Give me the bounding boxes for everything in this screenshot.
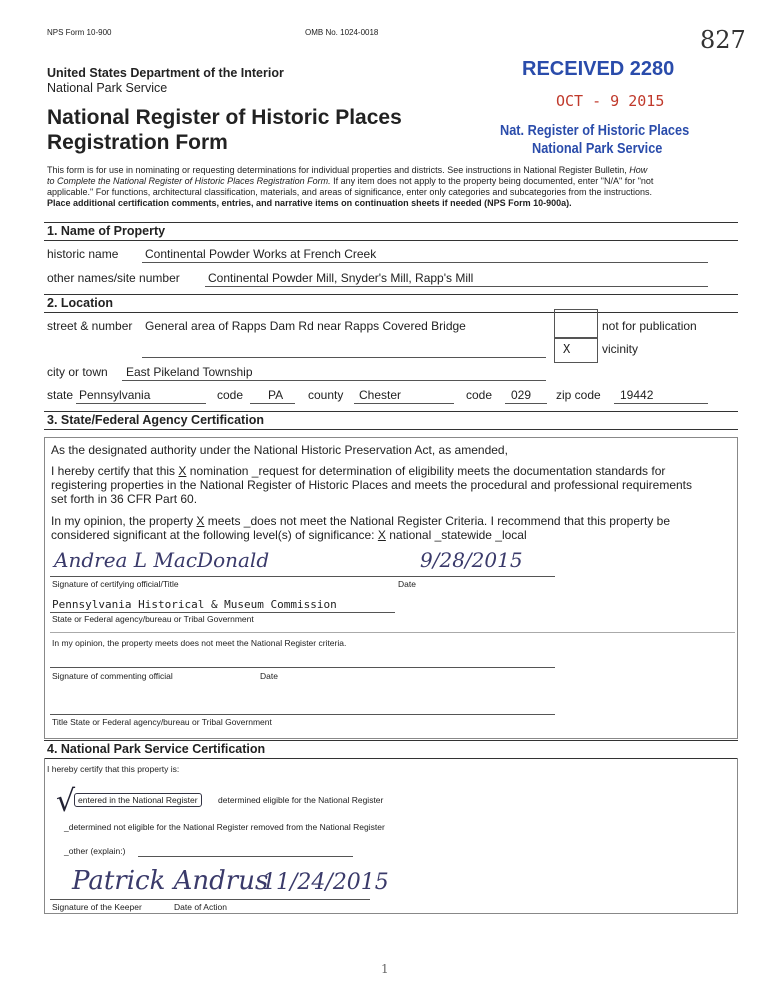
page-number: 1 (381, 962, 389, 976)
vicinity-checkbox[interactable] (554, 337, 598, 363)
county-code-value: 029 (511, 388, 532, 402)
omb-number: OMB No. 1024-0018 (305, 28, 379, 37)
comment-signature-label: Signature of commenting official (52, 671, 173, 681)
cert-p3-line1: In my opinion, the property X meets _does not meet the National Register Criteria. I recommend that this property be (51, 514, 671, 528)
other-names-label: other names/site number (47, 271, 180, 285)
street-line (142, 357, 546, 358)
agency-line (50, 612, 395, 613)
keeper-signature: Patrick Andrus (72, 866, 269, 896)
stamp-line1: Nat. Register of Historic Places (500, 122, 690, 139)
county-line (354, 403, 454, 404)
date-label: Date (398, 579, 416, 589)
cert-p2-line2: registering properties in the National Register of Historic Places and meets the procedural and professional requirements (51, 478, 692, 492)
service: National Park Service (47, 81, 168, 95)
comment-title-line (50, 714, 555, 715)
historic-name-label: historic name (47, 247, 119, 261)
agency-value: Pennsylvania Historical & Museum Commission (52, 598, 337, 611)
section-4-header: 4. National Park Service Certification (44, 740, 738, 759)
opinion-2: In my opinion, the property meets does not meet the National Register criteria. (52, 638, 347, 648)
received-date-stamp: OCT - 9 2015 (556, 92, 665, 110)
state-value: Pennsylvania (79, 388, 151, 402)
cert-divider (50, 632, 735, 633)
determined-eligible-option[interactable]: determined eligible for the National Register (218, 795, 384, 805)
zip-line (614, 403, 708, 404)
certifying-signature: Andrea L MacDonald (54, 548, 270, 572)
not-for-publication-checkbox[interactable] (554, 309, 598, 339)
street-value: General area of Rapps Dam Rd near Rapps Covered Bridge (145, 319, 466, 333)
historic-name-value: Continental Powder Works at French Creek (145, 247, 377, 261)
keeper-label: Signature of the Keeper (52, 902, 142, 912)
comment-title-label: Title State or Federal agency/bureau or Tribal Government (52, 717, 272, 727)
section-1-header: 1. Name of Property (44, 222, 738, 241)
page-title: National Register of Historic Places (47, 106, 402, 129)
section-2-header: 2. Location (44, 294, 738, 313)
cert-p2-line1: I hereby certify that this X nomination _request for determination of eligibility meets the documentation standards for (51, 464, 666, 478)
other-option[interactable]: _other (explain:) (64, 846, 126, 856)
section-3-header: 3. State/Federal Agency Certification (44, 411, 738, 430)
street-label: street & number (47, 319, 133, 333)
intro-line2: to Complete the National Register of Historic Places Registration Form. If any item does not apply to the property being documented, enter "N/A" for "not (47, 176, 654, 186)
not-for-publication-label: not for publication (602, 319, 697, 333)
county-value: Chester (359, 388, 402, 402)
comment-signature-line (50, 667, 555, 668)
keeper-date: 11/24/2015 (262, 870, 389, 895)
received-stamp: RECEIVED 2280 (522, 58, 675, 80)
check-icon: √ (56, 784, 76, 819)
cert-p3-line2: considered significant at the following level(s) of significance: X national _statewide _local (51, 528, 527, 542)
county-code-label: code (466, 388, 493, 402)
vicinity-label: vicinity (602, 342, 639, 356)
stamp-line2: National Park Service (532, 140, 663, 157)
handwritten-number: 827 (700, 26, 746, 54)
nps-certify-text: I hereby certify that this property is: (47, 764, 180, 774)
other-names-line (205, 286, 708, 287)
historic-name-line (142, 262, 708, 263)
intro-line4: Place additional certification comments, entries, and narrative items on continuation sheets if needed (NPS Form 10-900a). (47, 198, 572, 208)
state-label: state (47, 388, 74, 402)
form-id: NPS Form 10-900 (47, 28, 112, 37)
cert-p1: As the designated authority under the National Historic Preservation Act, as amended, (51, 443, 508, 457)
signature-label: Signature of certifying official/Title (52, 579, 179, 589)
department: United States Department of the Interior (47, 66, 284, 80)
intro-line3: applicable." For functions, architectural classification, materials, and areas of significance, enter only categories and subcategories from the instructions. (47, 187, 652, 197)
state-line (76, 403, 206, 404)
city-label: city or town (47, 365, 108, 379)
state-code-line (250, 403, 295, 404)
zip-value: 19442 (620, 388, 654, 402)
vicinity-mark: X (563, 342, 571, 356)
intro-line1: This form is for use in nominating or requesting determinations for individual properties and districts. See instructions in National Register Bulletin, How (47, 165, 648, 175)
state-code-label: code (217, 388, 244, 402)
other-names-value: Continental Powder Mill, Snyder's Mill, Rapp's Mill (208, 271, 474, 285)
determined-not-eligible-option[interactable]: _determined not eligible for the National Register removed from the National Register (64, 822, 385, 832)
keeper-line (50, 899, 370, 900)
county-label: county (308, 388, 344, 402)
city-line (122, 380, 546, 381)
certifying-date: 9/28/2015 (420, 548, 523, 572)
signature-line (50, 576, 555, 577)
cert-p2-line3: set forth in 36 CFR Part 60. (51, 492, 198, 506)
zip-label: zip code (556, 388, 601, 402)
county-code-line (505, 403, 547, 404)
agency-label: State or Federal agency/bureau or Tribal Government (52, 614, 254, 624)
other-line (138, 856, 353, 857)
state-code-value: PA (268, 388, 284, 402)
page-subtitle: Registration Form (47, 131, 228, 154)
city-value: East Pikeland Township (126, 365, 253, 379)
comment-date-label: Date (260, 671, 278, 681)
entered-option[interactable]: entered in the National Register (74, 793, 202, 807)
action-date-label: Date of Action (174, 902, 227, 912)
